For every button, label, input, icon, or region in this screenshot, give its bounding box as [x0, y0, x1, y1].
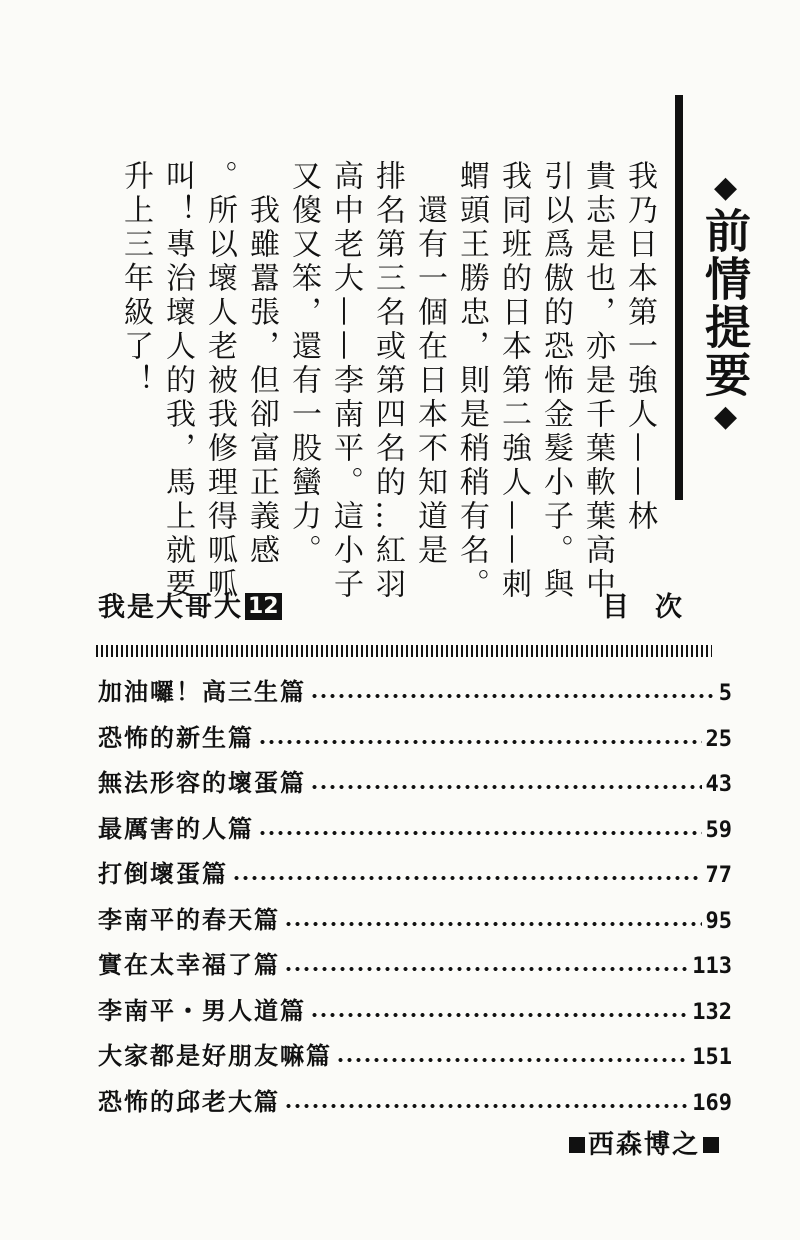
toc-entry	[98, 945, 732, 991]
toc-entry-title: 打倒壞蛋篇	[98, 860, 228, 888]
toc-entry	[98, 900, 732, 946]
toc-entry	[98, 718, 732, 764]
synopsis-title	[695, 170, 755, 436]
toc-leader-dots	[232, 858, 702, 882]
toc-entry-title: 無法形容的壞蛋篇	[98, 769, 306, 797]
toc-entry-title: 加油囉！高三生篇	[98, 678, 306, 706]
toc-entry-title: 恐怖的邱老大篇	[98, 1087, 280, 1116]
toc-entry-title: 李南平・男人道篇	[98, 996, 306, 1025]
toc-entry-page: 25	[705, 726, 732, 752]
toc-leader-dots	[310, 676, 715, 700]
diamond-icon: ◆	[708, 399, 743, 436]
toc-entry	[98, 991, 732, 1037]
toc-entry-title: 恐怖的新生篇	[98, 723, 254, 752]
toc-entry-page: 151	[692, 1045, 732, 1070]
toc-entry-page: 77	[705, 863, 732, 888]
toc-header	[98, 585, 708, 633]
toc-leader-dots	[310, 767, 702, 791]
toc-entry-page: 132	[692, 999, 732, 1025]
square-bullet-icon	[703, 1137, 719, 1153]
square-bullet-icon	[569, 1137, 585, 1153]
author-name: 西森博之	[587, 1130, 700, 1160]
toc-entry	[98, 763, 732, 809]
series-title	[98, 585, 282, 624]
toc-leader-dots	[284, 1086, 688, 1110]
toc-entry-page: 59	[705, 817, 732, 843]
toc-entry-page: 95	[705, 908, 732, 934]
series-title-text: 我是大哥大	[98, 592, 243, 623]
toc-leader-dots	[336, 1040, 688, 1064]
toc-leader-dots	[284, 949, 688, 973]
toc-entry-title: 最厲害的人篇	[98, 814, 254, 843]
toc-entry-page: 5	[718, 681, 732, 706]
synopsis-section	[118, 140, 752, 602]
toc-entry-title: 李南平的春天篇	[98, 905, 280, 934]
synopsis-divider-bar	[675, 95, 683, 500]
toc-leader-dots	[258, 722, 702, 746]
synopsis-text: 我乃日本第一強人——林 貴志是也，亦是千葉軟葉高中 引以爲傲的恐怖金髮小子。與 我同班的日本第二強人——刺 蝟頭王勝忠，則是稍稍有名。 還有一個在日本不知道是 排名第三名或第四名的…紅羽 高中老大——李南平。這小子 又傻又笨，還有一股蠻力。 我雖囂張，但卻富正義感 。所以壞人老被我修理得呱呱 叫！專治壞人的我，馬上就要 升上三年級了！	[118, 160, 657, 602]
synopsis-title-text: 前情提要	[698, 207, 752, 399]
toc-entry-page: 113	[692, 954, 732, 979]
toc-list	[98, 672, 732, 1127]
toc-leader-dots	[284, 904, 702, 928]
toc-entry	[98, 854, 732, 900]
toc-entry-title: 大家都是好朋友嘛篇	[98, 1042, 332, 1070]
toc-entry	[98, 1082, 732, 1128]
tick-rule-divider	[96, 645, 712, 657]
toc-entry-page: 43	[705, 772, 732, 797]
diamond-icon: ◆	[708, 170, 743, 207]
toc-leader-dots	[258, 813, 702, 837]
toc-entry-page: 169	[692, 1090, 732, 1116]
toc-entry	[98, 672, 732, 718]
toc-entry-title: 實在太幸福了篇	[98, 951, 280, 979]
volume-badge: 12	[245, 593, 282, 620]
toc-entry	[98, 809, 732, 855]
author-credit	[566, 1124, 722, 1161]
toc-label: 目次	[602, 592, 708, 623]
toc-entry	[98, 1036, 732, 1082]
toc-leader-dots	[310, 995, 688, 1019]
